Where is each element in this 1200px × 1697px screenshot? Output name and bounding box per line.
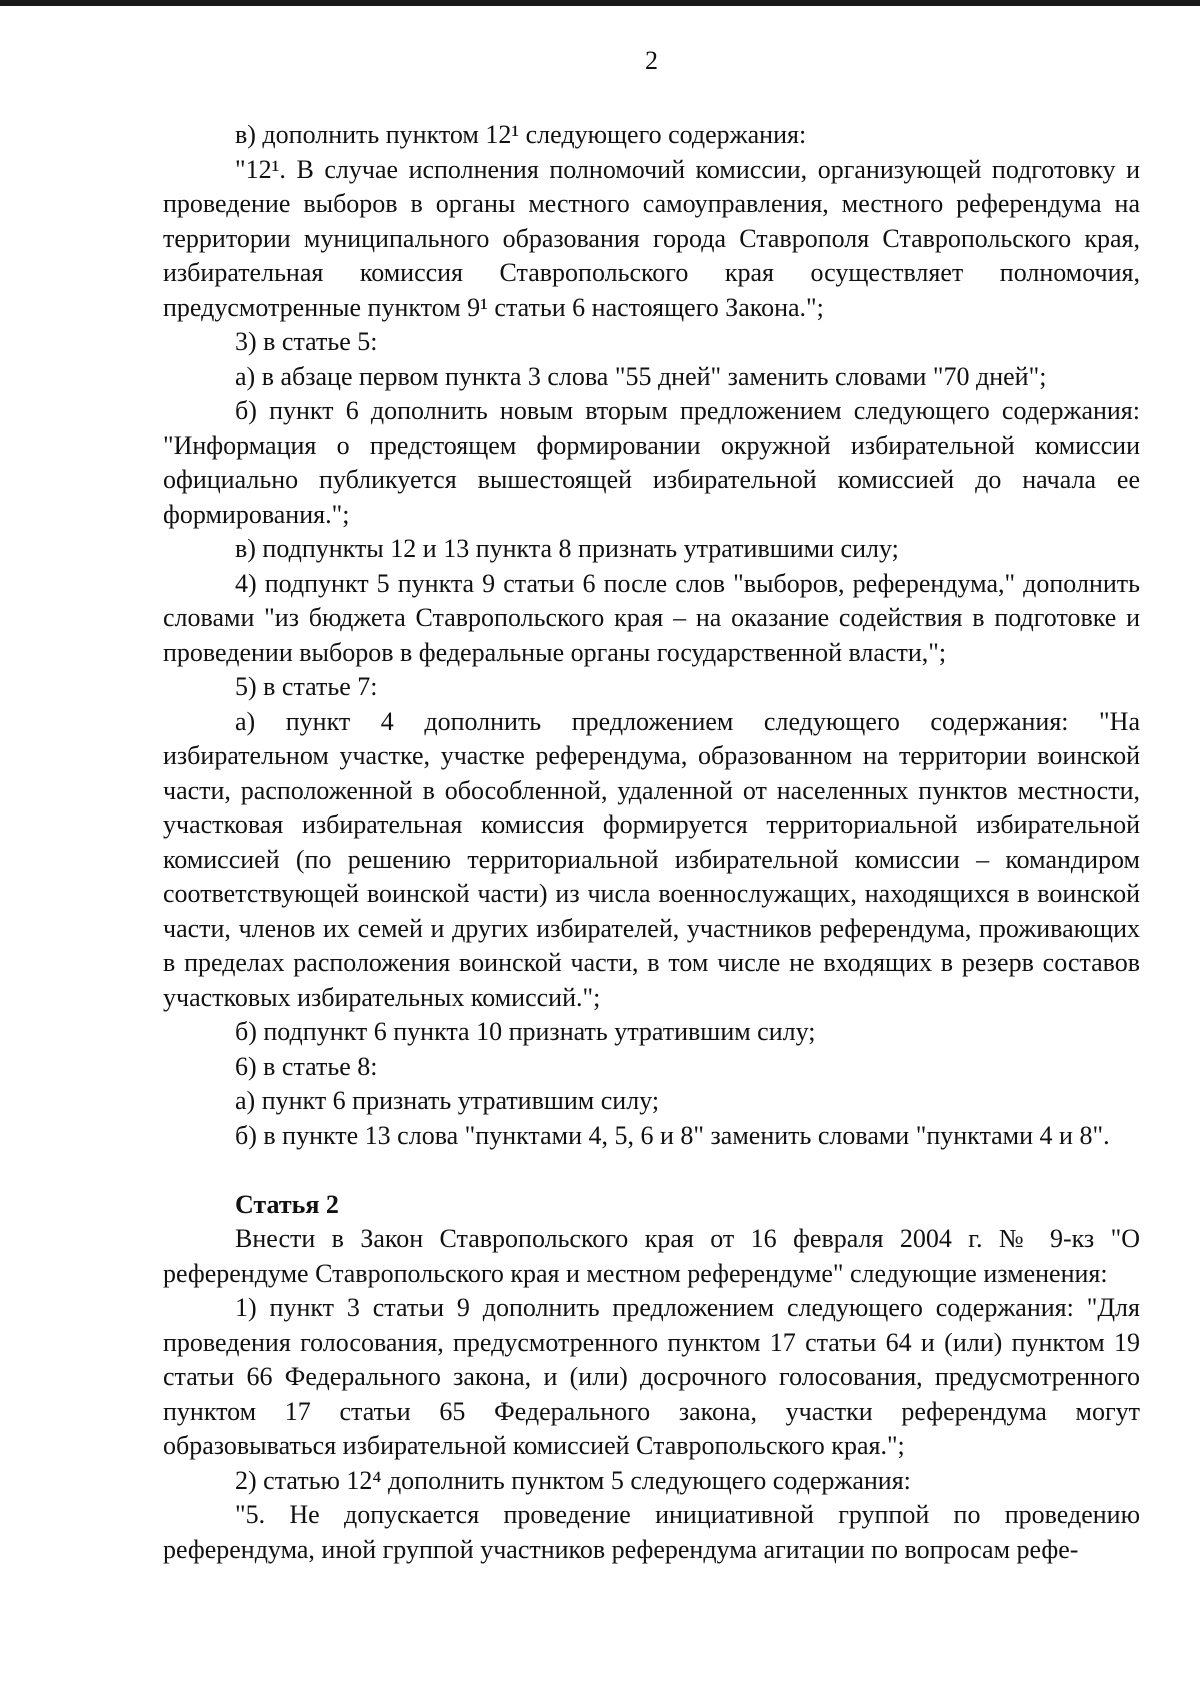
paragraph: 6) в статье 8: bbox=[235, 1051, 378, 1081]
paragraph: 2) статью 12⁴ дополнить пунктом 5 следующего содержания: bbox=[235, 1465, 911, 1495]
top-rule bbox=[0, 0, 1200, 6]
paragraph: а) пункт 4 дополнить предложением следующего содержания: "На избирательном участке, участке референдума, образованном на территории воинской части, расположенной в обособленной, удаленной от населенных пунктов местности, участковая избирательная комиссия формируется территориальной избирательной комиссией (по решению территориальной избирательной комиссии – командиром соответствующей воинской части) из числа военнослужащих, находящихся в воинской части, членов их семей и других избирателей, участников референдума, проживающих в пределах расположения воинской части, в том числе не входящих в резерв составов участковых избирательных комиссий."; bbox=[163, 706, 1140, 1012]
paragraph: 3) в статье 5: bbox=[235, 327, 378, 356]
spacer bbox=[163, 1153, 1140, 1188]
paragraph: "5. Не допускается проведение инициативной группой по проведению референдума, иной группой участников референдума агитации по вопросам рефе- bbox=[163, 1500, 1140, 1564]
paragraph: б) в пункте 13 слова "пунктами 4, 5, 6 и 8" заменить словами "пунктами 4 и 8". bbox=[235, 1120, 1110, 1150]
paragraph: Внести в Закон Ставропольского края от 16 февраля 2004 г. № 9-кз "О референдуме Ставропольского края и местном референдуме" следующие изменения: bbox=[163, 1224, 1140, 1288]
paragraph: в) подпункты 12 и 13 пункта 8 признать утратившими силу; bbox=[235, 534, 899, 563]
paragraph: "12¹. В случае исполнения полномочий комиссии, организующей подготовку и проведение выборов в органы местного самоуправления, местного референдума на территории муниципального образования города Ставрополя Ставропольского края, избирательная комиссия Ставропольского края осуществляет полномочия, предусмотренные пунктом 9¹ статьи 6 настоящего Закона."; bbox=[163, 154, 1140, 322]
article-heading: Статья 2 bbox=[235, 1189, 339, 1219]
paragraph: б) подпункт 6 пункта 10 признать утратившим силу; bbox=[235, 1017, 816, 1046]
document-body bbox=[163, 118, 1140, 1567]
paragraph: а) в абзаце первом пункта 3 слова "55 дней" заменить словами "70 дней"; bbox=[235, 361, 1047, 391]
paragraph: 5) в статье 7: bbox=[235, 672, 378, 701]
paragraph: в) дополнить пунктом 12¹ следующего содержания: bbox=[235, 120, 807, 149]
paragraph: а) пункт 6 признать утратившим силу; bbox=[235, 1086, 660, 1115]
paragraph: 4) подпункт 5 пункта 9 статьи 6 после слов "выборов, референдума," дополнить словами "из бюджета Ставропольского края – на оказание содействия в подготовке и проведении выборов в федеральные органы государственной власти,"; bbox=[163, 568, 1140, 667]
paragraph: 1) пункт 3 статьи 9 дополнить предложением следующего содержания: "Для проведения голосования, предусмотренного пунктом 17 статьи 64 и (или) пунктом 19 статьи 66 Федерального закона, и (или) досрочного голосования, предусмотренного пунктом 17 статьи 65 Федерального закона, участки референдума могут образовываться избирательной комиссией Ставропольского края."; bbox=[163, 1293, 1140, 1460]
paragraph: б) пункт 6 дополнить новым вторым предложением следующего содержания: "Информация о предстоящем формировании окружной избирательной комиссии официально публикуется вышестоящей избирательной комиссией до начала ее формирования."; bbox=[163, 396, 1140, 529]
page-number: 2 bbox=[645, 46, 658, 75]
